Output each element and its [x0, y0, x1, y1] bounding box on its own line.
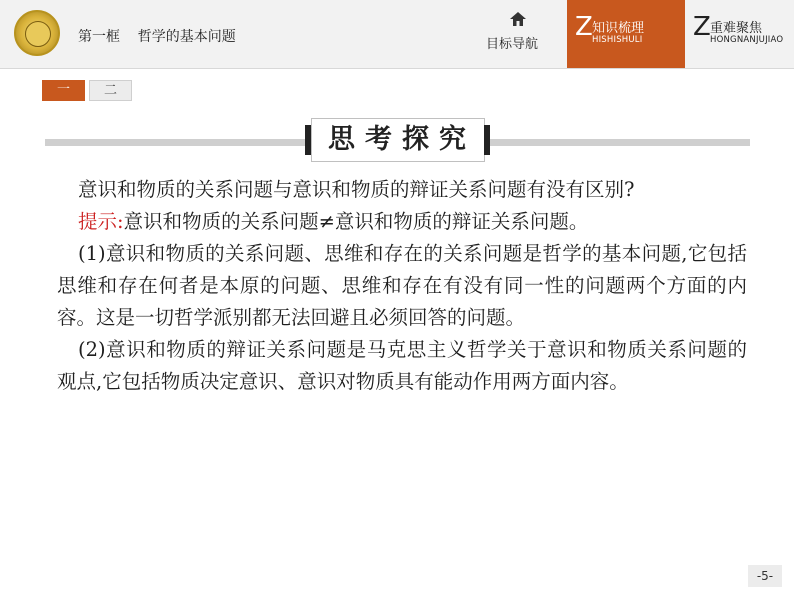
school-logo	[14, 10, 60, 56]
nav-knowledge-button[interactable]	[567, 0, 685, 68]
focus-pinyin: HONGNANJUJIAO	[710, 35, 784, 45]
knowledge-pinyin: HISHISHULI	[592, 35, 643, 45]
tab-section-1[interactable]: 一	[42, 80, 85, 101]
nav-goal-button[interactable]	[474, 0, 566, 68]
nav-goal-label: 目标导航	[486, 37, 539, 52]
lesson-title: 第一框 哲学的基本问题	[78, 29, 236, 45]
hint-label: 提示:	[78, 210, 124, 233]
point-2-text: (2)意识和物质的辩证关系问题是马克思主义哲学关于意识和物质关系问题的观点,它包括物质决定意识、意识对物质具有能动作用两方面内容。	[57, 338, 747, 393]
focus-label: 重难聚焦	[710, 21, 763, 36]
focus-z-letter: Z	[693, 12, 711, 42]
question-text: 意识和物质的关系问题与意识和物质的辩证关系问题有没有区别?	[78, 178, 635, 201]
tab-section-2[interactable]: 二	[89, 80, 132, 101]
header-bar	[0, 0, 794, 69]
content-body	[57, 174, 747, 398]
home-icon	[510, 12, 526, 26]
banner-divider-left	[45, 139, 305, 146]
point-1-text: (1)意识和物质的关系问题、思维和存在的关系问题是哲学的基本问题,它包括思维和存在何者是本原的问题、思维和存在有没有同一性的问题两个方面的内容。这是一切哲学派别都无法回避且必须回答的问题。	[57, 242, 747, 329]
knowledge-label: 知识梳理	[592, 21, 645, 36]
hint-paragraph	[57, 206, 747, 238]
page-number: -5-	[748, 565, 782, 587]
banner-divider-right	[490, 139, 750, 146]
banner-title: 思考探究	[311, 118, 485, 162]
knowledge-z-letter: Z	[575, 12, 593, 42]
hint-text: 意识和物质的关系问题≠意识和物质的辩证关系问题。	[123, 210, 589, 233]
nav-focus-button[interactable]	[685, 0, 794, 68]
logo-emblem	[25, 21, 51, 47]
